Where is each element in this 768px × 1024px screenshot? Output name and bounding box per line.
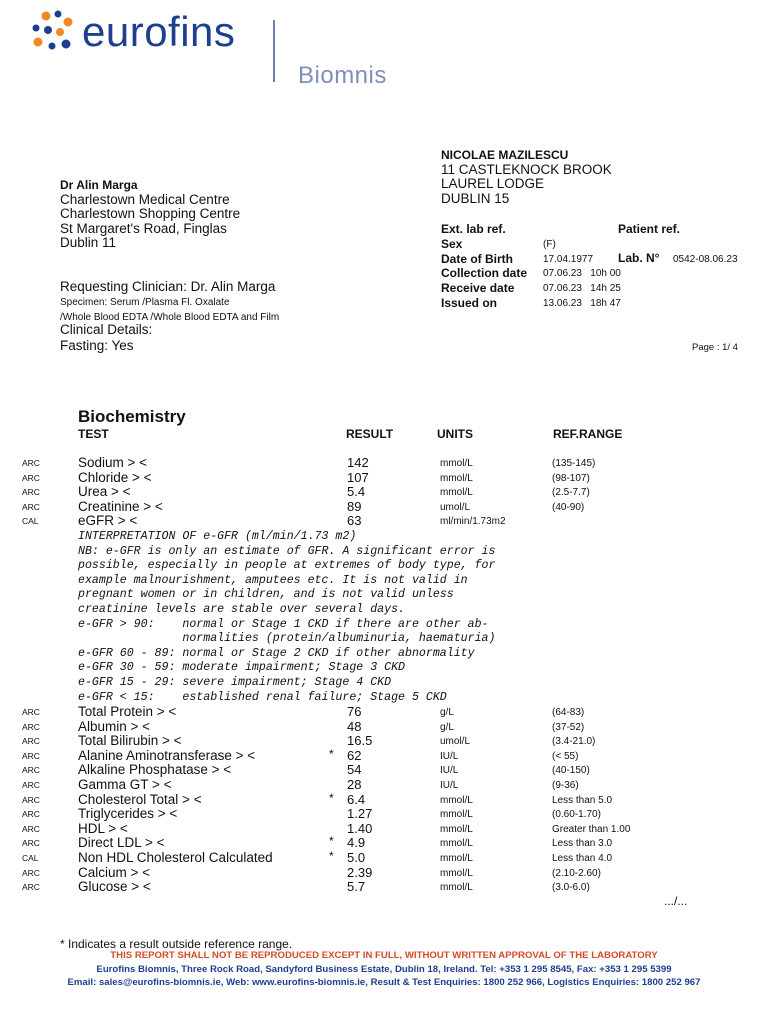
issued-on-value: 13.06.23 18h 47 [543,298,621,309]
result-value: 63 [347,513,362,529]
test-name: Triglycerides > < [78,806,178,822]
interpretation-line: e-GFR 60 - 89: normal or Stage 2 CKD if other abnormality [78,646,475,660]
result-value: 48 [347,718,362,734]
page-indicator: Page : 1/ 4 [692,342,738,353]
result-unit: mmol/L [440,472,473,484]
doctor-address-block [60,178,240,251]
result-unit: mmol/L [440,838,473,850]
logo-divider [273,20,275,82]
test-name: Total Protein > < [78,704,177,719]
row-code: ARC [22,867,40,878]
clinical-details-label: Clinical Details: [60,322,153,337]
result-unit: ml/min/1.73m2 [440,516,506,528]
patient-ref-label: Patient ref. [618,222,681,236]
result-value: 1.27 [347,806,373,822]
test-name: Alanine Aminotransferase > < [78,747,256,763]
patient-name: NICOLAE MAZILESCU [441,148,569,162]
interpretation-line: INTERPRETATION OF e-GFR (ml/min/1.73 m2) [78,530,357,543]
interpretation-line: pregnant women or in children, and is not valid unless [78,588,454,602]
test-name: Albumin > < [78,718,151,734]
receive-date-label: Receive date [441,281,515,295]
row-code: ARC [22,823,40,834]
row-code: ARC [22,736,40,747]
result-value: 76 [347,704,362,719]
result-unit: mmol/L [440,882,473,894]
reference-range: (9-36) [552,780,579,791]
row-code: ARC [22,487,40,498]
result-value: 5.0 [347,850,366,865]
test-name: Urea > < [78,484,131,500]
footnote: * Indicates a result outside reference range. [60,937,293,951]
test-name: Alkaline Phosphatase > < [78,762,232,778]
biomnis-wordmark: Biomnis [298,62,387,89]
row-code: CAL [22,516,39,527]
result-value: 5.4 [347,484,366,500]
requesting-clinician: Requesting Clinician: Dr. Alin Marga [60,279,276,294]
footer-address: Eurofins Biomnis, Three Rock Road, Sandyford Business Estate, Dublin 18, Ireland. Tel: +353 1 295 8545, Fax: +353 1 295 5399 [96,964,672,975]
test-name: HDL > < [78,820,128,836]
lab-number-label: Lab. N° [618,251,660,265]
footer-contact: Email: sales@eurofins-biomnis.ie, Web: www.eurofins-biomnis.ie, Result & Test Enquiries: 1800 252 966, Logistics Enquiries: 1800 252 967 [67,977,701,988]
row-code: ARC [22,765,40,776]
reference-range: (2.10-2.60) [552,867,601,879]
test-name: Chloride > < [78,469,152,485]
row-code: ARC [22,458,40,468]
result-value: 16.5 [347,733,373,749]
result-value: 2.39 [347,864,373,880]
dob-label: Date of Birth [441,252,513,266]
result-unit: umol/L [440,736,471,748]
eurofins-dots-icon [30,10,78,54]
doctor-address-line: Dublin 11 [60,235,117,251]
reference-range: (40-90) [552,501,585,513]
reference-range: (0.60-1.70) [552,809,601,821]
result-value: 107 [347,469,369,485]
result-unit: mmol/L [440,487,473,499]
result-unit: mmol/L [440,794,473,806]
test-name: eGFR > < [78,513,138,529]
abnormal-flag: * [329,834,334,849]
interpretation-line: NB: e-GFR is only an estimate of GFR. A significant error is [78,544,496,558]
test-name: Glucose > < [78,879,151,895]
interpretation-line: creatinine levels are stable over several days. [78,603,405,616]
test-name: Direct LDL > < [78,835,165,851]
test-name: Total Bilirubin > < [78,733,182,749]
result-value: 54 [347,762,362,778]
interpretation-line: possible, especially in people at extremes of body type, for [78,559,496,573]
reference-range: (3.0-6.0) [552,882,590,894]
eurofins-logo [30,8,387,89]
row-code: ARC [22,794,40,805]
result-unit: g/L [440,707,454,718]
result-unit: IU/L [440,780,459,791]
reference-range: (2.5-7.7) [552,487,590,499]
result-value: 1.40 [347,820,373,836]
test-name: Gamma GT > < [78,777,172,792]
result-value: 28 [347,777,362,792]
result-unit: IU/L [440,750,459,762]
row-code: ARC [22,721,40,732]
interpretation-line: normalities (protein/albuminuria, haematuria) [78,632,496,646]
dob-value: 17.04.1977 [543,254,594,265]
header-ref-range: REF.RANGE [553,427,623,441]
patient-address-block [441,148,612,206]
result-unit: mmol/L [440,823,473,835]
result-value: 6.4 [347,791,366,807]
row-code: ARC [22,780,40,790]
header-units: UNITS [437,427,473,441]
specimen-line: /Whole Blood EDTA /Whole Blood EDTA and Film [60,312,280,323]
doctor-address-line: St Margaret's Road, Finglas [60,220,227,236]
row-code: ARC [22,809,40,820]
result-unit: IU/L [440,765,459,777]
eurofins-wordmark: eurofins [82,8,236,55]
receive-date-value: 07.06.23 14h 25 [543,283,621,294]
reference-range: (3.4-21.0) [552,736,596,748]
reference-range: (< 55) [552,750,579,762]
sex-label: Sex [441,237,463,251]
patient-address-line: 11 CASTLEKNOCK BROOK [441,161,612,177]
interpretation-line: e-GFR > 90: normal or Stage 1 CKD if there are other ab- [78,617,489,631]
abnormal-flag: * [329,790,334,805]
collection-date-value: 07.06.23 10h 00 [543,268,621,279]
patient-address-line: LAUREL LODGE [441,176,545,192]
reference-range: (40-150) [552,765,590,777]
patient-address-line: DUBLIN 15 [441,190,510,206]
header-test: TEST [78,427,109,441]
result-unit: mmol/L [440,809,473,821]
reference-range: Less than 3.0 [552,838,613,850]
doctor-address-line: Charlestown Shopping Centre [60,206,241,222]
result-unit: mmol/L [440,458,473,469]
sex-value: (F) [543,239,556,250]
issued-on-label: Issued on [441,296,498,310]
result-value: 62 [347,747,362,763]
result-value: 5.7 [347,879,366,895]
row-code: ARC [22,707,40,717]
reference-range: (64-83) [552,707,585,718]
collection-date-label: Collection date [441,266,528,280]
header-result: RESULT [346,427,394,441]
reference-range: (98-107) [552,472,590,484]
result-unit: g/L [440,721,454,733]
section-title: Biochemistry [78,407,186,426]
result-unit: mmol/L [440,867,473,879]
interpretation-line: example malnourishment, amputees etc. It is not valid in [78,573,468,587]
lab-number-value: 0542-08.06.23 [673,254,738,265]
interpretation-line: e-GFR 30 - 59: moderate impairment; Stage 3 CKD [78,661,405,675]
test-name: Calcium > < [78,864,151,880]
continued-marker: .../... [664,894,688,908]
abnormal-flag: * [329,849,334,863]
result-unit: umol/L [440,501,471,513]
reference-range: Greater than 1.00 [552,823,631,835]
result-value: 89 [347,498,362,514]
fasting-status: Fasting: Yes [60,338,134,353]
reference-range: Less than 4.0 [552,853,613,864]
doctor-address-line: Charlestown Medical Centre [60,191,230,207]
row-code: ARC [22,472,40,483]
row-code: ARC [22,501,40,512]
reference-range: Less than 5.0 [552,794,613,806]
result-value: 142 [347,455,369,470]
result-value: 4.9 [347,835,366,851]
specimen-line: Specimen: Serum /Plasma Fl. Oxalate [60,297,230,308]
abnormal-flag: * [329,746,334,761]
interpretation-line: e-GFR < 15: established renal failure; Stage 5 CKD [78,690,447,704]
footer-warning: THIS REPORT SHALL NOT BE REPRODUCED EXCEPT IN FULL, WITHOUT WRITTEN APPROVAL OF THE LABORATORY [110,950,658,961]
test-name: Sodium > < [78,455,148,470]
reference-range: (135-145) [552,458,596,469]
test-name: Non HDL Cholesterol Calculated [78,850,273,865]
test-name: Creatinine > < [78,498,163,514]
ext-lab-ref-label: Ext. lab ref. [441,222,506,236]
row-code: ARC [22,882,40,893]
reference-range: (37-52) [552,721,585,733]
row-code: ARC [22,750,40,761]
row-code: CAL [22,853,39,863]
test-name: Cholesterol Total > < [78,791,202,807]
row-code: ARC [22,838,40,849]
result-unit: mmol/L [440,853,473,864]
interpretation-line: e-GFR 15 - 29: severe impairment; Stage 4 CKD [78,676,392,689]
doctor-name: Dr Alin Marga [60,178,138,192]
